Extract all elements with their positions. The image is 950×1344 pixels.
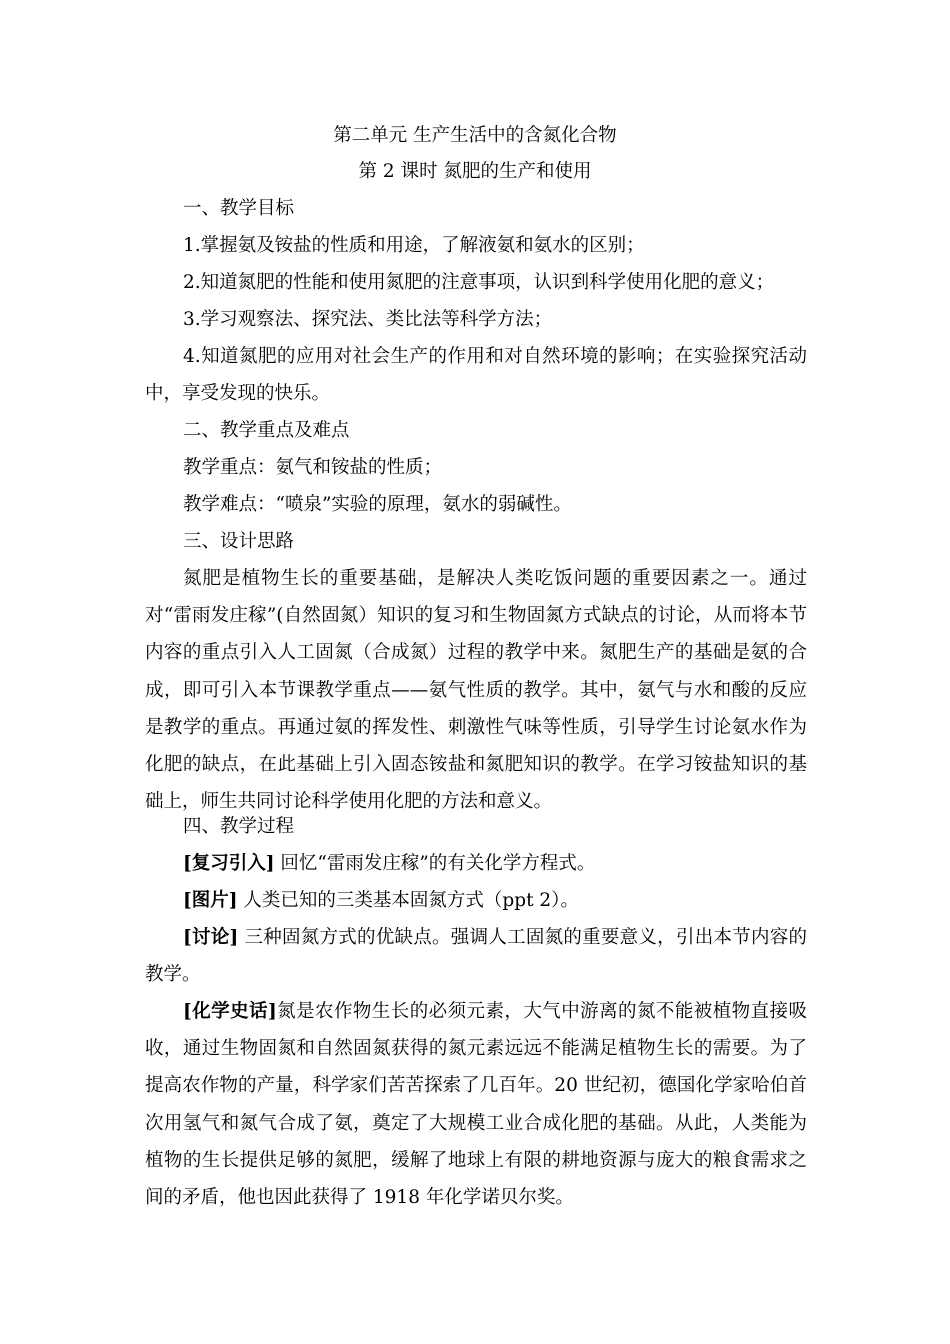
objective-item: 4.知道氮肥的应用对社会生产的作用和对自然环境的影响；在实验探究活动中，享受发现的快乐。 bbox=[145, 346, 807, 405]
step-text: 人类已知的三类基本固氮方式（ppt 2）。 bbox=[237, 890, 579, 911]
step-tag: [复习引入] bbox=[183, 853, 275, 874]
step-text: 回忆“雷雨发庄稼”的有关化学方程式。 bbox=[274, 853, 596, 874]
step-tag: [图片] bbox=[183, 890, 238, 911]
objective-item: 2.知道氮肥的性能和使用氮肥的注意事项，认识到科学使用化肥的意义； bbox=[183, 272, 775, 293]
step-text: 氮是农作物生长的必须元素，大气中游离的氮不能被植物直接吸收，通过生物固氮和自然固氮获得的氮元素远远不能满足植物生长的需要。为了提高农作物的产量，科学家们苦苦探索了几百年。20 世纪初，德国化学家哈伯首次用氢气和氮气合成了氨，奠定了大规模工业合成化肥的基础。从此，人类能为植物的生长提供足够的氮肥，缓解了地球上有限的耕地资源与庞大的粮食需求之间的矛盾，他也因此获得了 1918 年化学诺贝尔奖。 bbox=[145, 1001, 807, 1209]
section-heading-objectives: 一、教学目标 bbox=[183, 198, 295, 219]
document-title: 第二单元 生产生活中的含氮化合物 bbox=[333, 125, 617, 146]
document-subtitle: 第 2 课时 氮肥的生产和使用 bbox=[358, 161, 592, 182]
step-tag: [化学史话] bbox=[183, 1001, 277, 1022]
difficult-point: 教学难点：“喷泉”实验的原理，氨水的弱碱性。 bbox=[183, 494, 572, 515]
step-tag: [讨论] bbox=[183, 927, 239, 948]
objective-item: 1.掌握氨及铵盐的性质和用途，了解液氨和氨水的区别； bbox=[183, 235, 645, 256]
objective-item: 3.学习观察法、探究法、类比法等科学方法； bbox=[183, 309, 553, 330]
process-step bbox=[145, 845, 807, 882]
process-step bbox=[145, 882, 807, 919]
key-point: 教学重点：氨气和铵盐的性质； bbox=[183, 457, 443, 478]
process-step bbox=[145, 919, 807, 993]
design-paragraph: 氮肥是植物生长的重要基础，是解决人类吃饭问题的重要因素之一。通过对“雷雨发庄稼”(自然固氮）知识的复习和生物固氮方式缺点的讨论，从而将本节内容的重点引入人工固氮（合成氮）过程的教学中来。氮肥生产的基础是氨的合成，即可引入本节课教学重点——氨气性质的教学。其中，氨气与水和酸的反应是教学的重点。再通过氨的挥发性、刺激性气味等性质，引导学生讨论氨水作为化肥的缺点，在此基础上引入固态铵盐和氮肥知识的教学。在学习铵盐知识的基础上，师生共同讨论科学使用化肥的方法和意义。 bbox=[145, 568, 807, 813]
section-heading-key-points: 二、教学重点及难点 bbox=[183, 420, 350, 441]
section-heading-design: 三、设计思路 bbox=[183, 531, 295, 552]
section-heading-process: 四、教学过程 bbox=[183, 816, 295, 837]
process-step bbox=[145, 993, 807, 1216]
step-text: 三种固氮方式的优缺点。强调人工固氮的重要意义，引出本节内容的教学。 bbox=[145, 927, 807, 986]
